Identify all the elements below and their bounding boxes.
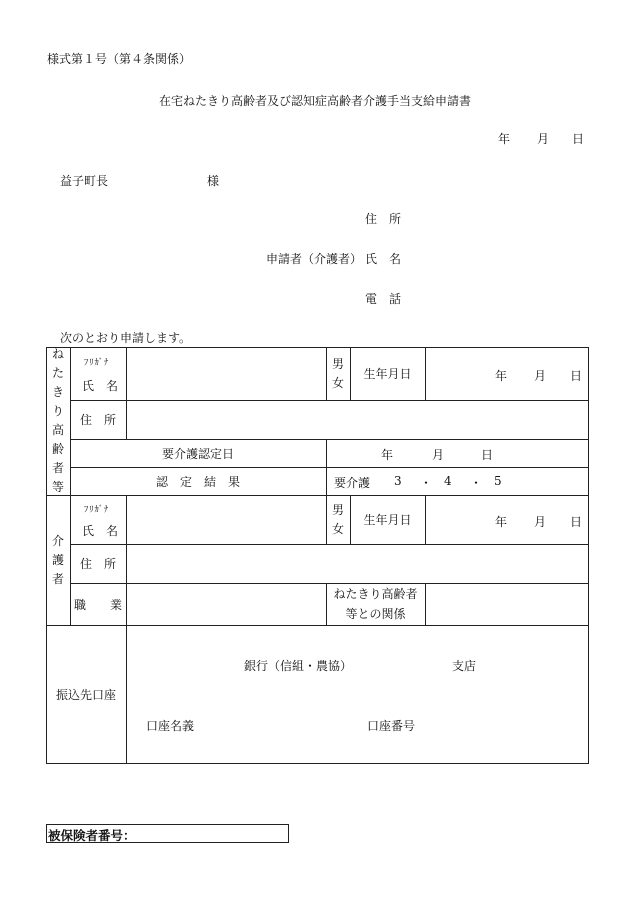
caregiver-birth-label: 生年月日 bbox=[363, 513, 412, 527]
applicant-name-label: 氏 名 bbox=[365, 252, 402, 266]
patient-furigana-label: ﾌﾘｶﾞﾅ bbox=[84, 358, 110, 368]
account-holder-label: 口座名義 bbox=[146, 719, 195, 733]
honorific: 様 bbox=[207, 174, 220, 188]
applicant-phone-label: 電 話 bbox=[365, 292, 402, 306]
date-month-label: 月 bbox=[537, 132, 550, 146]
form-number: 様式第１号（第４条関係） bbox=[47, 52, 192, 66]
applicant-address-label: 住 所 bbox=[365, 212, 402, 226]
date-day-label: 日 bbox=[572, 132, 585, 146]
care-date-label: 要介護認定日 bbox=[161, 446, 234, 461]
care-date-year: 年 bbox=[381, 448, 394, 462]
caregiver-furigana-label: ﾌﾘｶﾞﾅ bbox=[84, 505, 110, 515]
patient-sex-field[interactable]: 男 女 bbox=[331, 356, 344, 390]
care-level-separator: ・ bbox=[470, 476, 483, 490]
patient-address-label: 住 所 bbox=[79, 413, 116, 427]
occupation-label: 職 業 bbox=[73, 597, 122, 612]
patient-section-label: ね た き り 高 齢 者 等 bbox=[51, 347, 64, 494]
addressee: 益子町長 bbox=[60, 174, 109, 188]
caregiver-address-label: 住 所 bbox=[79, 557, 116, 571]
account-number-label: 口座番号 bbox=[367, 719, 416, 733]
caregiver-sex-field[interactable]: 男 女 bbox=[331, 502, 344, 536]
care-level-5[interactable]: 5 bbox=[494, 474, 502, 488]
patient-birth-year: 年 bbox=[495, 369, 508, 383]
patient-address-field[interactable] bbox=[126, 400, 589, 439]
caregiver-birth-month: 月 bbox=[534, 515, 547, 529]
intro-text: 次のとおり申請します。 bbox=[60, 331, 192, 345]
form-title: 在宅ねたきり高齢者及び認知症高齢者介護手当支給申請書 bbox=[158, 94, 471, 108]
patient-birth-month: 月 bbox=[534, 369, 547, 383]
occupation-field[interactable] bbox=[126, 583, 326, 625]
branch-label: 支店 bbox=[452, 659, 477, 673]
care-level-separator: ・ bbox=[420, 476, 433, 490]
applicant-role-label: 申請者（介護者） bbox=[266, 252, 363, 266]
care-level-4[interactable]: 4 bbox=[444, 474, 452, 488]
caregiver-name-field[interactable] bbox=[126, 495, 326, 544]
date-year-label: 年 bbox=[498, 132, 511, 146]
patient-birth-label: 生年月日 bbox=[363, 367, 412, 381]
relation-label: ねたきり高齢者 等との関係 bbox=[333, 587, 418, 621]
care-date-day: 日 bbox=[481, 448, 494, 462]
patient-name-label: 氏 名 bbox=[82, 379, 119, 393]
certification-result-label: 認 定 結 果 bbox=[155, 474, 240, 489]
caregiver-birth-day: 日 bbox=[570, 515, 583, 529]
bank-label: 銀行（信組・農協） bbox=[244, 659, 353, 673]
care-level-prefix: 要介護 bbox=[334, 476, 371, 490]
caregiver-birth-year: 年 bbox=[495, 515, 508, 529]
caregiver-address-field[interactable] bbox=[126, 544, 589, 583]
relation-field[interactable] bbox=[425, 583, 589, 625]
caregiver-section-label: 介 護 者 bbox=[51, 533, 64, 586]
care-date-month: 月 bbox=[432, 448, 445, 462]
caregiver-name-label: 氏 名 bbox=[82, 524, 119, 538]
care-level-3[interactable]: 3 bbox=[394, 474, 402, 488]
bank-account-section-label: 振込先口座 bbox=[55, 688, 116, 702]
patient-name-field[interactable] bbox=[126, 347, 326, 400]
insured-number-label: 被保険者番号： bbox=[48, 828, 136, 843]
patient-birth-day: 日 bbox=[570, 369, 583, 383]
